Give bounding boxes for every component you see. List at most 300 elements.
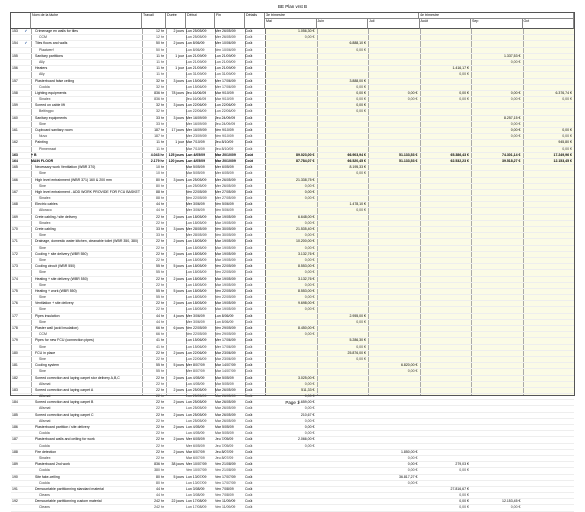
cost-cell-month-2[interactable]	[317, 289, 369, 294]
task-work-cell[interactable]: 22 hr	[156, 387, 164, 392]
task-start-cell[interactable]: Ven 22/05/09	[186, 326, 207, 330]
cost-cell-month-3[interactable]	[368, 394, 420, 399]
task-id-cell[interactable]	[12, 444, 22, 449]
task-finish-cell[interactable]: Mar 5/05/09	[215, 381, 234, 386]
task-id-cell[interactable]	[12, 35, 22, 40]
task-id-cell[interactable]: 190	[12, 474, 18, 479]
task-finish-cell[interactable]: Mer 17/06/09	[215, 78, 236, 83]
task-details-cell[interactable]: Coût	[245, 295, 253, 300]
task-name-cell[interactable]: FCU in place	[35, 350, 56, 355]
cost-cell-month-2[interactable]	[317, 301, 369, 306]
task-details-cell[interactable]: Coût	[245, 301, 253, 306]
task-details-cell[interactable]: Coût	[245, 214, 253, 219]
task-id-cell[interactable]	[12, 468, 22, 473]
task-duration-cell[interactable]	[166, 283, 184, 288]
cost-cell-month-3[interactable]	[368, 233, 420, 238]
task-name-cell[interactable]: Cockla	[39, 468, 50, 473]
task-work-cell[interactable]: 33 hr	[156, 115, 164, 120]
cost-cell-month-1[interactable]: 0,00 €	[304, 425, 315, 429]
cost-cell-month-6[interactable]	[523, 277, 575, 282]
task-details-cell[interactable]: Coût	[245, 233, 253, 238]
task-id-cell[interactable]: 161	[12, 128, 18, 132]
task-id-cell[interactable]	[12, 109, 22, 114]
task-duration-cell[interactable]: 5 jours	[173, 288, 184, 293]
task-start-cell[interactable]: Lun 18/05/09	[186, 288, 207, 293]
cost-cell-month-2[interactable]	[317, 196, 369, 201]
task-details-cell[interactable]: Coût	[245, 369, 253, 374]
task-id-cell[interactable]	[12, 283, 22, 288]
cost-cell-month-2[interactable]	[317, 481, 369, 486]
task-work-cell[interactable]: 88 hr	[156, 196, 164, 201]
task-start-cell[interactable]: Mer 6/05/09	[186, 437, 205, 442]
cost-cell-month-6[interactable]	[523, 394, 575, 399]
cost-cell-month-2[interactable]	[317, 116, 369, 121]
task-start-cell[interactable]: Lun 15/06/09	[186, 344, 207, 349]
task-details-cell[interactable]: Coût	[245, 350, 253, 355]
task-duration-cell[interactable]: 2 jours	[173, 437, 184, 442]
task-start-cell[interactable]: Mar 5/05/09	[186, 171, 205, 176]
cost-cell-month-5[interactable]	[471, 178, 523, 183]
cost-cell-month-2[interactable]: 0,00 €	[356, 208, 366, 213]
task-finish-cell[interactable]: Lun 31/09/09	[215, 72, 236, 77]
cost-cell-month-1[interactable]	[265, 351, 317, 356]
cost-cell-month-4[interactable]: 0,00 €	[459, 493, 469, 498]
cost-cell-month-4[interactable]: 0,00 €	[459, 90, 469, 95]
task-name-cell[interactable]: Heating + site delivery (WBR 550)	[35, 276, 88, 281]
cost-cell-month-2[interactable]	[317, 252, 369, 257]
task-id-cell[interactable]	[12, 332, 22, 337]
task-id-cell[interactable]	[12, 233, 22, 238]
cost-cell-month-2[interactable]	[317, 388, 369, 393]
cost-cell-month-5[interactable]: 1.337,53 €	[503, 53, 521, 58]
task-finish-cell[interactable]: Mar 26/05/09	[215, 418, 236, 423]
cost-cell-month-6[interactable]	[523, 307, 575, 312]
task-name-cell[interactable]: Sine	[39, 319, 47, 324]
task-start-cell[interactable]: Lun 25/05/09	[186, 418, 207, 423]
cost-cell-month-6[interactable]	[523, 239, 575, 244]
cost-cell-month-1[interactable]: 0,00 €	[304, 443, 315, 448]
task-id-cell[interactable]: 176	[12, 301, 18, 306]
cost-cell-month-5[interactable]	[471, 215, 523, 220]
cost-cell-month-6[interactable]	[523, 351, 575, 356]
cost-cell-month-1[interactable]: 10.200,00 €	[296, 239, 315, 244]
cost-cell-month-5[interactable]	[471, 29, 523, 34]
task-start-cell[interactable]: Lun 25/05/09	[186, 35, 207, 40]
task-start-cell[interactable]: Mar 5/05/09	[186, 165, 205, 170]
task-start-cell[interactable]: Lun 22/06/09	[186, 109, 207, 114]
cost-cell-month-4[interactable]	[420, 481, 472, 486]
task-name-cell[interactable]: Sine	[39, 307, 47, 312]
cost-cell-month-3[interactable]	[368, 382, 420, 387]
task-start-cell[interactable]: Mer 3/06/09	[186, 208, 205, 213]
task-duration-cell[interactable]	[166, 221, 184, 226]
task-details-cell[interactable]: Coût	[245, 208, 253, 213]
task-start-cell[interactable]: Mer 8/07/09	[186, 363, 205, 368]
task-details-cell[interactable]: Coût	[245, 78, 253, 83]
task-finish-cell[interactable]: Mar 26/05/09	[215, 406, 236, 411]
task-duration-cell[interactable]	[166, 419, 184, 424]
task-id-cell[interactable]	[12, 320, 22, 325]
cost-cell-month-3[interactable]	[368, 283, 420, 288]
cost-cell-month-6[interactable]	[523, 301, 575, 306]
cost-cell-month-2[interactable]	[317, 264, 369, 269]
task-name-cell[interactable]: Nuvo	[39, 134, 48, 139]
task-details-cell[interactable]: Coût	[245, 400, 253, 405]
cost-cell-month-3[interactable]: 6.820,00 €	[400, 363, 418, 368]
task-start-cell[interactable]: Lun 18/05/09	[186, 220, 207, 225]
task-work-cell[interactable]: 22 hr	[156, 350, 164, 355]
cost-cell-month-1[interactable]	[265, 54, 317, 59]
task-start-cell[interactable]: Mer 3/06/09	[186, 313, 205, 318]
cost-cell-month-1[interactable]	[265, 48, 317, 53]
task-duration-cell[interactable]	[166, 307, 184, 312]
cost-cell-month-6[interactable]	[523, 468, 575, 473]
task-id-cell[interactable]	[12, 493, 22, 498]
cost-cell-month-3[interactable]: 36.817,27 €	[399, 474, 418, 479]
task-id-cell[interactable]: 184	[12, 400, 18, 405]
task-finish-cell[interactable]: Mar 9/10/09	[215, 90, 234, 95]
task-duration-cell[interactable]	[166, 122, 184, 127]
cost-cell-month-6[interactable]	[523, 376, 575, 381]
cost-cell-month-2[interactable]: 6.888,10 €	[349, 41, 366, 46]
task-details-cell[interactable]: Coût	[245, 282, 253, 287]
task-name-cell[interactable]: Sine	[39, 245, 47, 250]
task-duration-cell[interactable]: 2 jours	[173, 425, 184, 429]
task-finish-cell[interactable]: Mer 6/05/09	[215, 165, 234, 170]
task-id-cell[interactable]	[12, 97, 22, 102]
task-duration-cell[interactable]: 3 jours	[173, 115, 184, 120]
task-finish-cell[interactable]: Mar 19/05/09	[215, 251, 236, 256]
cost-cell-month-3[interactable]: 0,00 €	[407, 90, 418, 95]
cost-cell-month-3[interactable]	[368, 72, 420, 77]
cost-cell-month-4[interactable]	[420, 116, 472, 121]
task-id-cell[interactable]: 166	[12, 177, 18, 182]
task-finish-cell[interactable]: Lun 8/06/09	[215, 319, 234, 324]
cost-cell-month-6[interactable]	[523, 456, 575, 461]
task-duration-cell[interactable]: 1 jour	[175, 66, 184, 71]
cost-cell-month-6[interactable]	[523, 116, 575, 121]
cost-cell-month-4[interactable]	[420, 215, 472, 220]
cost-cell-month-4[interactable]	[420, 48, 472, 53]
cost-cell-month-4[interactable]	[420, 382, 472, 387]
task-work-cell[interactable]: 11 hr	[156, 53, 164, 58]
cost-cell-month-2[interactable]	[317, 475, 369, 480]
task-duration-cell[interactable]: 3 jours	[173, 103, 184, 108]
task-finish-cell[interactable]: Jeu 7/05/09	[215, 443, 234, 448]
task-details-cell[interactable]: Coût	[245, 183, 253, 188]
cost-cell-month-1[interactable]	[265, 140, 317, 145]
task-finish-cell[interactable]: Ven 11/09/09	[215, 499, 236, 504]
task-finish-cell[interactable]: Ven 7/08/09	[215, 493, 234, 498]
task-finish-cell[interactable]: Ven 22/05/09	[215, 264, 236, 269]
cost-cell-month-6[interactable]	[523, 227, 575, 232]
cost-cell-month-6[interactable]	[523, 221, 575, 226]
cost-cell-month-3[interactable]	[368, 147, 420, 152]
cost-cell-month-3[interactable]	[368, 134, 420, 139]
task-work-cell[interactable]: 836 hr	[154, 462, 164, 467]
task-finish-cell[interactable]: Jeu 7/05/09	[215, 437, 234, 442]
task-name-cell[interactable]: Lighting equipments	[35, 90, 67, 95]
task-duration-cell[interactable]	[166, 468, 184, 473]
task-start-cell[interactable]: Mer 28/05/09	[186, 227, 207, 231]
task-duration-cell[interactable]	[166, 394, 184, 399]
cost-cell-month-3[interactable]	[368, 116, 420, 121]
task-start-cell[interactable]: Mer 8/07/09	[186, 369, 205, 374]
task-id-cell[interactable]	[12, 147, 22, 152]
cost-cell-month-4[interactable]	[420, 320, 472, 325]
cost-cell-month-3[interactable]	[368, 208, 420, 213]
task-start-cell[interactable]: Mer 16/09/09	[186, 121, 207, 126]
cost-cell-month-4[interactable]	[420, 246, 472, 251]
task-finish-cell[interactable]: Jeu 8/07/09	[215, 455, 234, 460]
task-finish-cell[interactable]: Mar 19/05/09	[215, 307, 236, 312]
task-name-cell[interactable]: Pipes for new FCU (connection pipes)	[35, 338, 94, 343]
cost-cell-month-2[interactable]	[317, 413, 369, 418]
cost-cell-month-3[interactable]	[368, 338, 420, 343]
cost-cell-month-4[interactable]	[420, 314, 472, 319]
task-details-cell[interactable]: Coût	[245, 59, 253, 64]
task-work-cell[interactable]: 33 hr	[156, 227, 164, 231]
cost-cell-month-1[interactable]: 3.132,76 €	[297, 251, 315, 256]
cost-cell-month-5[interactable]	[471, 326, 523, 331]
task-id-cell[interactable]: 170	[12, 227, 18, 231]
task-details-cell[interactable]: Coût	[245, 171, 253, 176]
cost-cell-month-3[interactable]	[368, 239, 420, 244]
task-start-cell[interactable]: Mar 6/07/09	[186, 449, 205, 454]
cost-cell-month-1[interactable]	[265, 487, 317, 492]
cost-cell-month-4[interactable]	[420, 29, 472, 34]
cost-cell-month-1[interactable]: 0,00 €	[304, 332, 315, 337]
cost-cell-month-5[interactable]	[471, 252, 523, 257]
cost-cell-month-1[interactable]	[265, 109, 317, 114]
task-name-cell[interactable]: Cupboard sanitary room	[35, 128, 73, 132]
task-start-cell[interactable]: Lun 4/05/09	[186, 431, 205, 436]
cost-cell-month-4[interactable]	[420, 221, 472, 226]
task-start-cell[interactable]: Lun 31/09/09	[186, 72, 207, 77]
task-name-cell[interactable]: Ally	[39, 59, 45, 64]
task-finish-cell[interactable]: Mar 20/10/09	[215, 152, 236, 157]
cost-cell-month-1[interactable]	[265, 456, 317, 461]
task-details-cell[interactable]: Coût	[245, 239, 253, 244]
task-name-cell[interactable]: Sine	[39, 344, 47, 349]
cost-cell-month-4[interactable]: 0,00 €	[459, 72, 469, 77]
cost-cell-month-2[interactable]: 1.478,10 €	[349, 202, 366, 207]
cost-cell-month-4[interactable]	[420, 456, 472, 461]
task-work-cell[interactable]: 22 hr	[156, 356, 164, 361]
cost-cell-month-5[interactable]: 0,00 €	[510, 134, 521, 139]
cost-cell-month-3[interactable]	[368, 487, 420, 492]
cost-cell-month-1[interactable]: 9.698,00 €	[297, 301, 315, 306]
task-duration-cell[interactable]: 2 jours	[173, 400, 184, 405]
task-name-cell[interactable]: Site fake-ceiling	[35, 474, 60, 479]
cost-cell-month-4[interactable]	[420, 406, 472, 411]
task-finish-cell[interactable]: Mar 19/05/09	[215, 301, 236, 306]
task-start-cell[interactable]: Lun 18/05/09	[186, 301, 207, 306]
cost-cell-month-3[interactable]: 0,00 €	[407, 369, 418, 374]
cost-cell-month-4[interactable]	[420, 147, 472, 152]
task-work-cell[interactable]: 44 hr	[156, 202, 164, 207]
task-work-cell[interactable]: 10 hr	[156, 165, 164, 170]
task-id-cell[interactable]: 156	[12, 66, 18, 71]
cost-cell-month-4[interactable]: 0,00 €	[459, 97, 469, 102]
cost-cell-month-4[interactable]	[420, 413, 472, 418]
cost-cell-month-6[interactable]	[523, 103, 575, 108]
cost-cell-month-1[interactable]: 0,00 €	[304, 233, 315, 238]
task-id-cell[interactable]: 165	[12, 165, 18, 170]
task-work-cell[interactable]: 2.179 hr	[150, 158, 164, 163]
cost-cell-month-4[interactable]	[420, 283, 472, 288]
task-id-cell[interactable]	[12, 456, 22, 461]
cost-cell-month-3[interactable]	[368, 295, 420, 300]
col-header-id[interactable]	[11, 13, 31, 29]
cost-cell-month-5[interactable]	[471, 487, 523, 492]
cost-cell-month-3[interactable]: 0,00 €	[407, 480, 418, 485]
cost-cell-month-2[interactable]	[317, 270, 369, 275]
task-work-cell[interactable]: 44 hr	[156, 493, 164, 498]
cost-cell-month-5[interactable]	[471, 66, 523, 71]
task-name-cell[interactable]: Plasterboard false ceiling	[35, 78, 75, 83]
cost-cell-month-4[interactable]	[420, 202, 472, 207]
task-duration-cell[interactable]	[166, 487, 184, 492]
cost-cell-month-2[interactable]	[317, 456, 369, 461]
task-duration-cell[interactable]: 1 jour	[175, 140, 184, 145]
task-details-cell[interactable]: Coût	[245, 152, 253, 157]
cost-cell-month-6[interactable]	[523, 54, 575, 59]
task-name-cell[interactable]: Sine	[39, 282, 47, 287]
task-name-cell[interactable]: Sine	[39, 270, 47, 275]
task-duration-cell[interactable]: 2 jours	[173, 301, 184, 306]
task-finish-cell[interactable]: Mar 23/06/09	[215, 356, 236, 361]
task-start-cell[interactable]: Mer 23/09/09	[186, 134, 207, 139]
cost-cell-month-3[interactable]	[368, 48, 420, 53]
cost-cell-month-4[interactable]	[420, 425, 472, 430]
cost-cell-month-3[interactable]	[368, 215, 420, 220]
task-id-cell[interactable]: 154	[12, 41, 18, 46]
cost-cell-month-4[interactable]	[420, 431, 472, 436]
task-name-cell[interactable]: Beltingpo	[39, 109, 54, 114]
task-start-cell[interactable]: Ven 22/05/09	[186, 332, 207, 337]
cost-cell-month-4[interactable]: 0,00 €	[459, 468, 469, 473]
task-start-cell[interactable]: Mar 7/10/09	[186, 146, 205, 151]
cost-cell-month-5[interactable]	[471, 481, 523, 486]
cost-cell-month-2[interactable]	[317, 215, 369, 220]
task-details-cell[interactable]: Coût	[245, 474, 253, 479]
cost-cell-month-1[interactable]: 87.784,07 €	[296, 158, 315, 163]
task-details-cell[interactable]: Coût	[245, 443, 253, 448]
task-id-cell[interactable]: 189	[12, 462, 18, 467]
cost-cell-month-1[interactable]: 8.450,00 €	[297, 326, 315, 330]
task-id-cell[interactable]: 191	[12, 486, 18, 491]
cost-cell-month-1[interactable]	[265, 72, 317, 77]
cost-cell-month-5[interactable]: 39.518,27 €	[502, 158, 521, 163]
task-details-cell[interactable]: Coût	[245, 227, 253, 231]
task-finish-cell[interactable]: Jeu 8/10/09	[215, 140, 234, 145]
cost-cell-month-3[interactable]	[368, 270, 420, 275]
cost-cell-month-6[interactable]	[523, 431, 575, 436]
task-name-cell[interactable]: Sine	[39, 121, 47, 126]
cost-cell-month-2[interactable]	[317, 35, 369, 40]
task-id-cell[interactable]: 163	[12, 152, 18, 157]
task-start-cell[interactable]: Lun 18/05/09	[186, 307, 207, 312]
cost-cell-month-3[interactable]	[368, 258, 420, 263]
cost-cell-month-5[interactable]	[471, 264, 523, 269]
cost-cell-month-2[interactable]	[317, 128, 369, 133]
cost-cell-month-1[interactable]	[265, 122, 317, 127]
cost-cell-month-5[interactable]	[471, 394, 523, 399]
task-start-cell[interactable]: Lun 22/06/09	[186, 356, 207, 361]
cost-cell-month-4[interactable]	[420, 357, 472, 362]
task-duration-cell[interactable]	[166, 258, 184, 263]
task-work-cell[interactable]: 22 hr	[156, 437, 164, 442]
task-id-cell[interactable]	[12, 171, 22, 176]
task-name-cell[interactable]: Cooling system	[35, 363, 59, 368]
task-id-cell[interactable]	[12, 357, 22, 362]
task-name-cell[interactable]: Allsmat	[39, 406, 51, 411]
cost-cell-month-4[interactable]	[420, 252, 472, 257]
task-start-cell[interactable]: Mer 16/09/09	[186, 128, 207, 132]
task-work-cell[interactable]: 22 hr	[156, 443, 164, 448]
task-details-cell[interactable]: Coût	[245, 338, 253, 343]
cost-cell-month-6[interactable]	[523, 48, 575, 53]
task-start-cell[interactable]: Lun 25/05/09	[186, 412, 207, 417]
cost-cell-month-2[interactable]	[317, 376, 369, 381]
task-work-cell[interactable]: 55 hr	[156, 363, 164, 368]
cost-cell-month-4[interactable]	[420, 295, 472, 300]
task-name-cell[interactable]: Crete cabling	[35, 227, 56, 231]
cost-cell-month-2[interactable]	[317, 487, 369, 492]
cost-cell-month-2[interactable]: 0,00 €	[356, 90, 366, 95]
task-work-cell[interactable]: 22 hr	[156, 245, 164, 250]
task-id-cell[interactable]: 158	[12, 90, 18, 95]
cost-cell-month-3[interactable]	[368, 307, 420, 312]
cost-cell-month-1[interactable]	[265, 493, 317, 498]
task-start-cell[interactable]: Lun 3/08/09	[186, 486, 205, 491]
task-start-cell[interactable]: Lun 18/05/09	[186, 282, 207, 287]
task-name-cell[interactable]: Tiles floors and walls	[35, 41, 68, 46]
cost-cell-month-3[interactable]	[368, 178, 420, 183]
cost-cell-month-5[interactable]	[471, 345, 523, 350]
task-name-cell[interactable]: Allsmat	[39, 418, 51, 423]
cost-cell-month-5[interactable]	[471, 444, 523, 449]
task-work-cell[interactable]: 22 hr	[156, 282, 164, 287]
cost-cell-month-2[interactable]	[317, 307, 369, 312]
cost-cell-month-6[interactable]	[523, 208, 575, 213]
task-details-cell[interactable]: Coût	[245, 72, 253, 77]
task-details-cell[interactable]: Coût	[245, 121, 253, 126]
task-work-cell[interactable]: 22 hr	[156, 307, 164, 312]
cost-cell-month-6[interactable]: 12.153,45 €	[553, 158, 572, 163]
cost-cell-month-5[interactable]	[471, 314, 523, 319]
task-work-cell[interactable]: 32 hr	[156, 84, 164, 89]
cost-cell-month-1[interactable]	[265, 128, 317, 133]
task-duration-cell[interactable]	[166, 444, 184, 449]
task-name-cell[interactable]: Demountable partitionning standard material	[35, 486, 104, 491]
task-details-cell[interactable]: Coût	[245, 103, 253, 108]
cost-cell-month-6[interactable]	[523, 499, 575, 504]
task-name-cell[interactable]: Screed correction and laying carpet C	[35, 412, 94, 417]
cost-cell-month-4[interactable]	[420, 208, 472, 213]
cost-cell-month-2[interactable]	[317, 122, 369, 127]
task-duration-cell[interactable]	[166, 184, 184, 189]
cost-cell-month-6[interactable]	[523, 202, 575, 207]
task-details-cell[interactable]: Coût	[245, 41, 253, 46]
task-work-cell[interactable]: 4.043 hr	[150, 152, 164, 157]
task-work-cell[interactable]: 836 hr	[154, 97, 164, 102]
task-start-cell[interactable]: Mer 3/06/09	[186, 202, 205, 207]
task-work-cell[interactable]: 44 hr	[156, 208, 164, 213]
task-start-cell[interactable]: Mer 10/07/09	[186, 462, 207, 467]
task-finish-cell[interactable]: Mar 19/05/09	[215, 220, 236, 225]
